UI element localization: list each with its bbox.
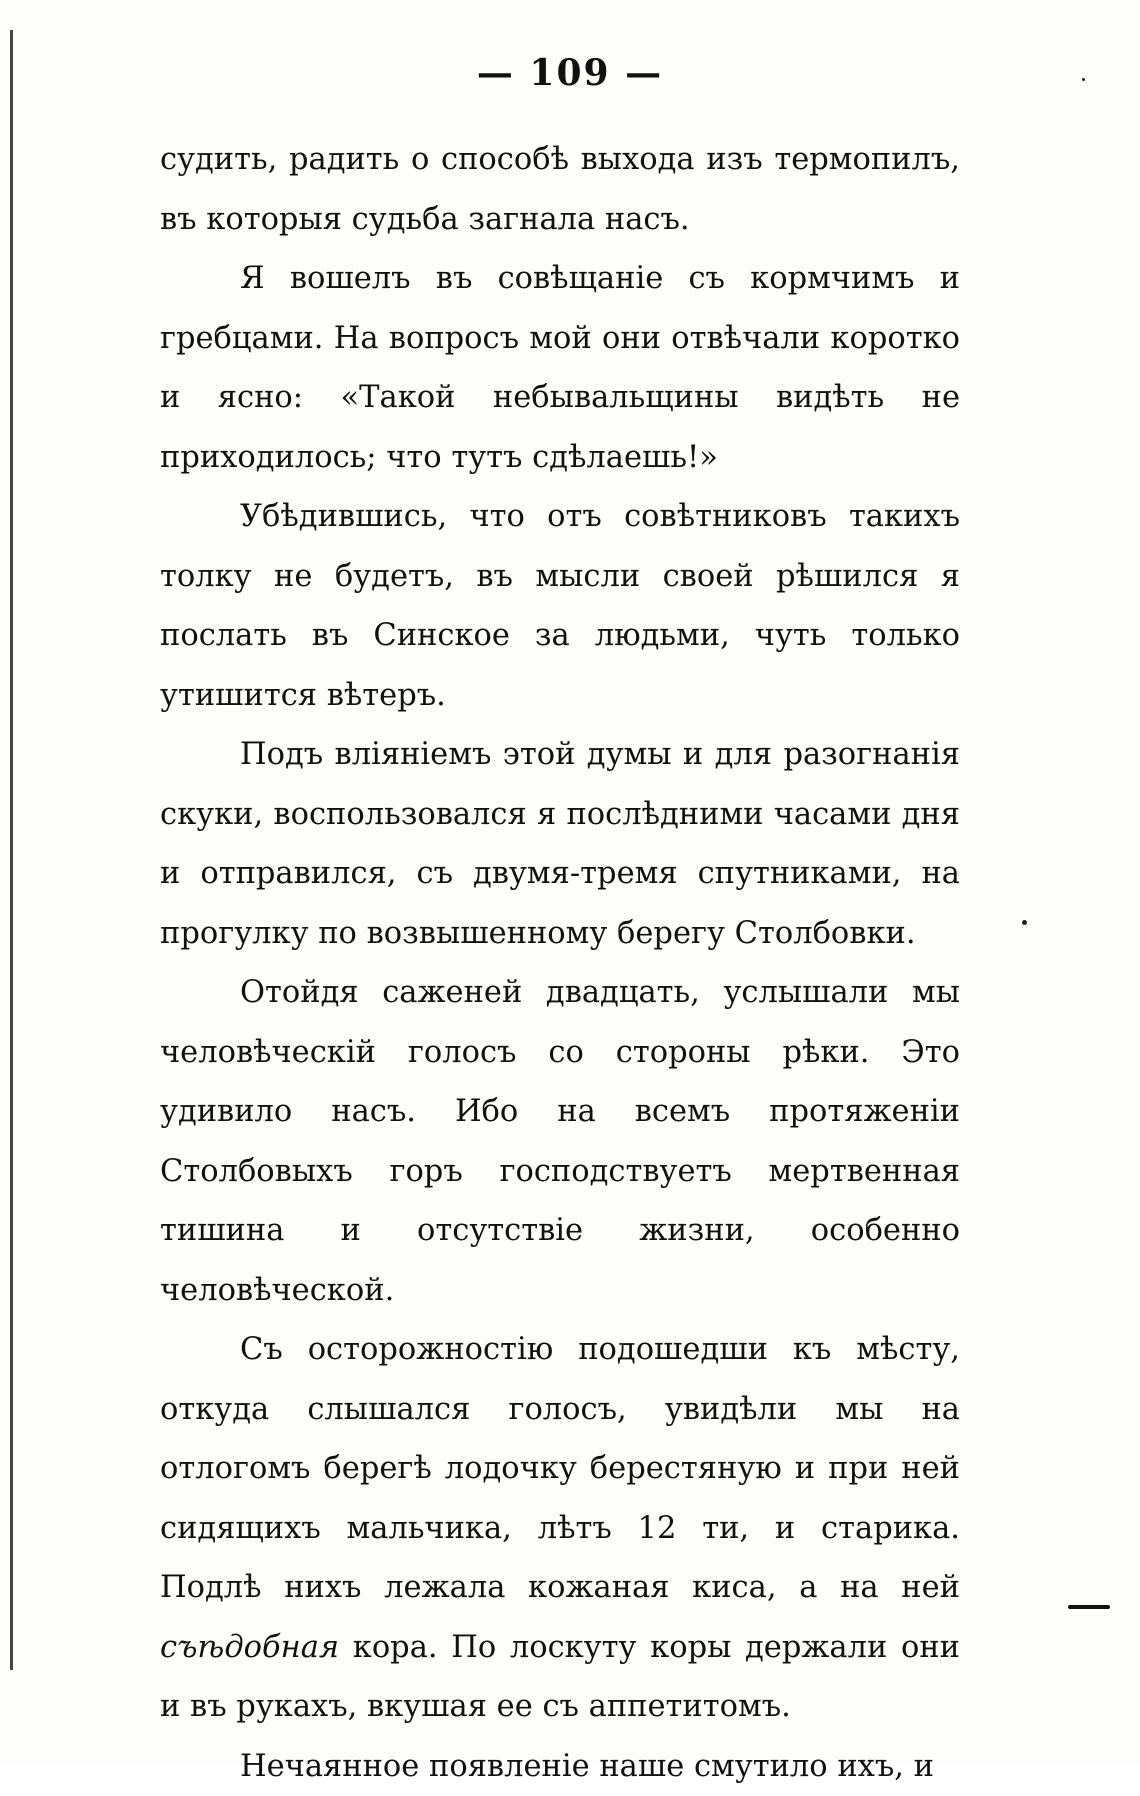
page-edge-shadow <box>10 30 13 1670</box>
paragraph-7: Нечаянное появленіе наше смутило ихъ, и <box>160 1737 960 1796</box>
ink-speck <box>1022 920 1027 925</box>
paragraph-6-part-1: Съ осторожностію подошедши къ мѣсту, откуда слышался голосъ, увидѣли мы на отлогомъ берегѣ лодочку берестяную и при ней сидящихъ мальчика, лѣтъ 12 ти, и старика. Подлѣ нихъ лежала кожаная киса, а на ней <box>160 1332 960 1605</box>
paragraph-6 <box>160 1320 960 1737</box>
paragraph-5: Отойдя саженей двадцать, услышали мы человѣческій голосъ со стороны рѣки. Это удивило насъ. Ибо на всемъ протяженіи Столбовыхъ горъ господствуетъ мертвенная тишина и отсутствіе жизни, особенно человѣческой. <box>160 963 960 1320</box>
paragraph-6-italic-word: съѣдобная <box>160 1630 339 1665</box>
margin-dash-mark <box>1068 1605 1110 1609</box>
paragraph-4: Подъ вліяніемъ этой думы и для разогнанія скуки, воспользовался я послѣдними часами дня и отправился, съ двумя-тремя спутниками, на прогулку по возвышенному берегу Столбовки. <box>160 725 960 963</box>
body-text <box>160 130 960 1796</box>
paragraph-6-part-2: кора. По лоскуту коры держали они и въ рукахъ, вкушая ее съ аппетитомъ. <box>160 1630 960 1725</box>
paragraph-3: Убѣдившись, что отъ совѣтниковъ такихъ толку не будетъ, въ мысли своей рѣшился я послать въ Синское за людьми, чуть только утишится вѣтеръ. <box>160 487 960 725</box>
paragraph-1: судить, радить о способѣ выхода изъ термопилъ, въ которыя судьба загнала насъ. <box>160 130 960 249</box>
ink-speck <box>1082 78 1085 81</box>
page-number: — 109 — <box>0 52 1140 94</box>
paragraph-2: Я вошелъ въ совѣщаніе съ кормчимъ и гребцами. На вопросъ мой они отвѣчали коротко и ясно: «Такой небывальщины видѣть не приходилось; что тутъ сдѣлаешь!» <box>160 249 960 487</box>
